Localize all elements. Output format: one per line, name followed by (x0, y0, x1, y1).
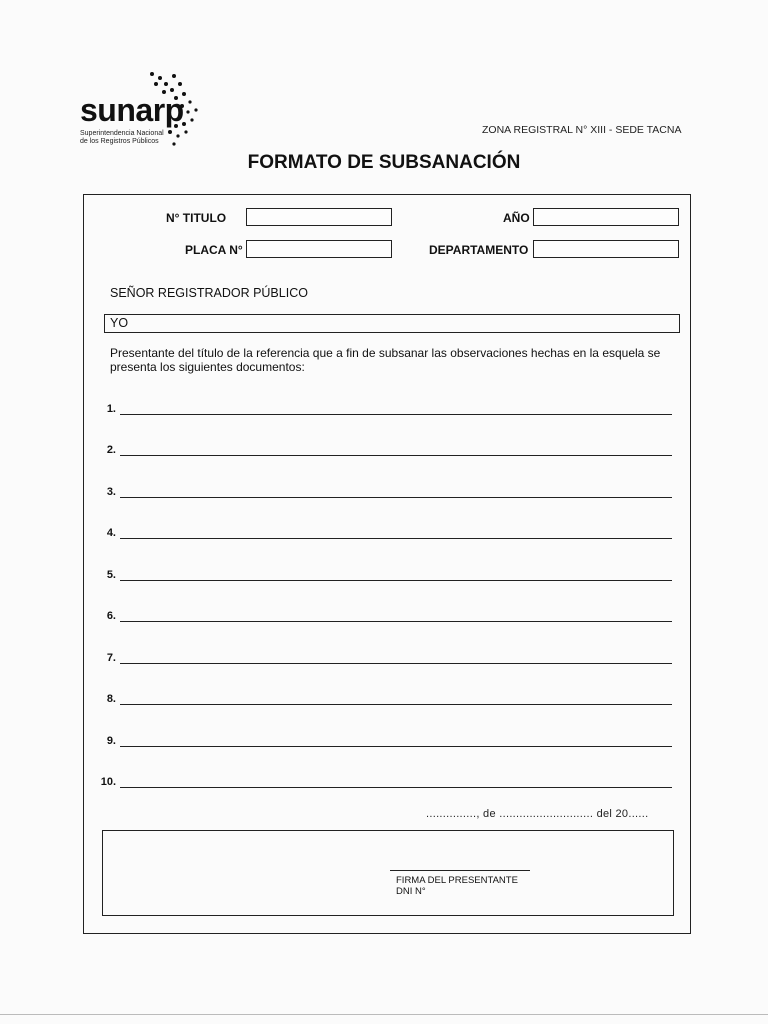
document-line[interactable] (120, 787, 672, 788)
titulo-label: N° TITULO (166, 211, 227, 225)
salutation: SEÑOR REGISTRADOR PÚBLICO (110, 286, 308, 300)
document-number: 4. (106, 527, 116, 539)
yo-field[interactable] (104, 314, 680, 333)
document-line[interactable] (120, 746, 672, 747)
yo-label: YO (110, 316, 129, 330)
logo-wordmark: sunarp (80, 92, 184, 128)
logo-subtitle-line1: Superintendencia Nacional (80, 130, 164, 137)
document-number: 7. (106, 652, 116, 664)
anio-label: AÑO (503, 211, 530, 225)
document-line[interactable] (120, 580, 672, 581)
dni-label: DNI N° (396, 886, 426, 897)
document-line[interactable] (120, 414, 672, 415)
placa-label: PLACA N° (185, 243, 243, 257)
departamento-field[interactable] (533, 240, 679, 258)
sunarp-logo (78, 70, 238, 150)
document-line[interactable] (120, 663, 672, 664)
document-number: 3. (106, 486, 116, 498)
logo-subtitle-line2: de los Registros Públicos (80, 138, 159, 145)
placa-field[interactable] (246, 240, 392, 258)
document-line[interactable] (120, 497, 672, 498)
document-number: 1. (106, 403, 116, 415)
page-edge (0, 1014, 768, 1015)
titulo-field[interactable] (246, 208, 392, 226)
document-number: 10. (100, 776, 116, 788)
instructions-paragraph: Presentante del título de la referencia que a fin de subsanar las observaciones hechas en la esquela se presenta los siguientes documentos: (110, 346, 661, 374)
date-line: ..............., de ............................ del 20...... (426, 808, 649, 820)
document-line[interactable] (120, 455, 672, 456)
document-line[interactable] (120, 704, 672, 705)
zone-label: ZONA REGISTRAL N° XIII - SEDE TACNA (482, 124, 682, 136)
document-number: 9. (106, 735, 116, 747)
document-line[interactable] (120, 621, 672, 622)
signature-title: FIRMA DEL PRESENTANTE (396, 875, 518, 886)
signature-line (390, 870, 530, 871)
anio-field[interactable] (533, 208, 679, 226)
document-line[interactable] (120, 538, 672, 539)
form-frame (83, 194, 691, 934)
document-number: 6. (106, 610, 116, 622)
document-number: 2. (106, 444, 116, 456)
departamento-label: DEPARTAMENTO (429, 243, 529, 257)
page-title: FORMATO DE SUBSANACIÓN (247, 152, 521, 173)
logo-subtitle (80, 130, 164, 146)
signature-label (396, 875, 518, 897)
document-number: 5. (106, 569, 116, 581)
document-number: 8. (106, 693, 116, 705)
signature-box[interactable] (102, 830, 674, 916)
